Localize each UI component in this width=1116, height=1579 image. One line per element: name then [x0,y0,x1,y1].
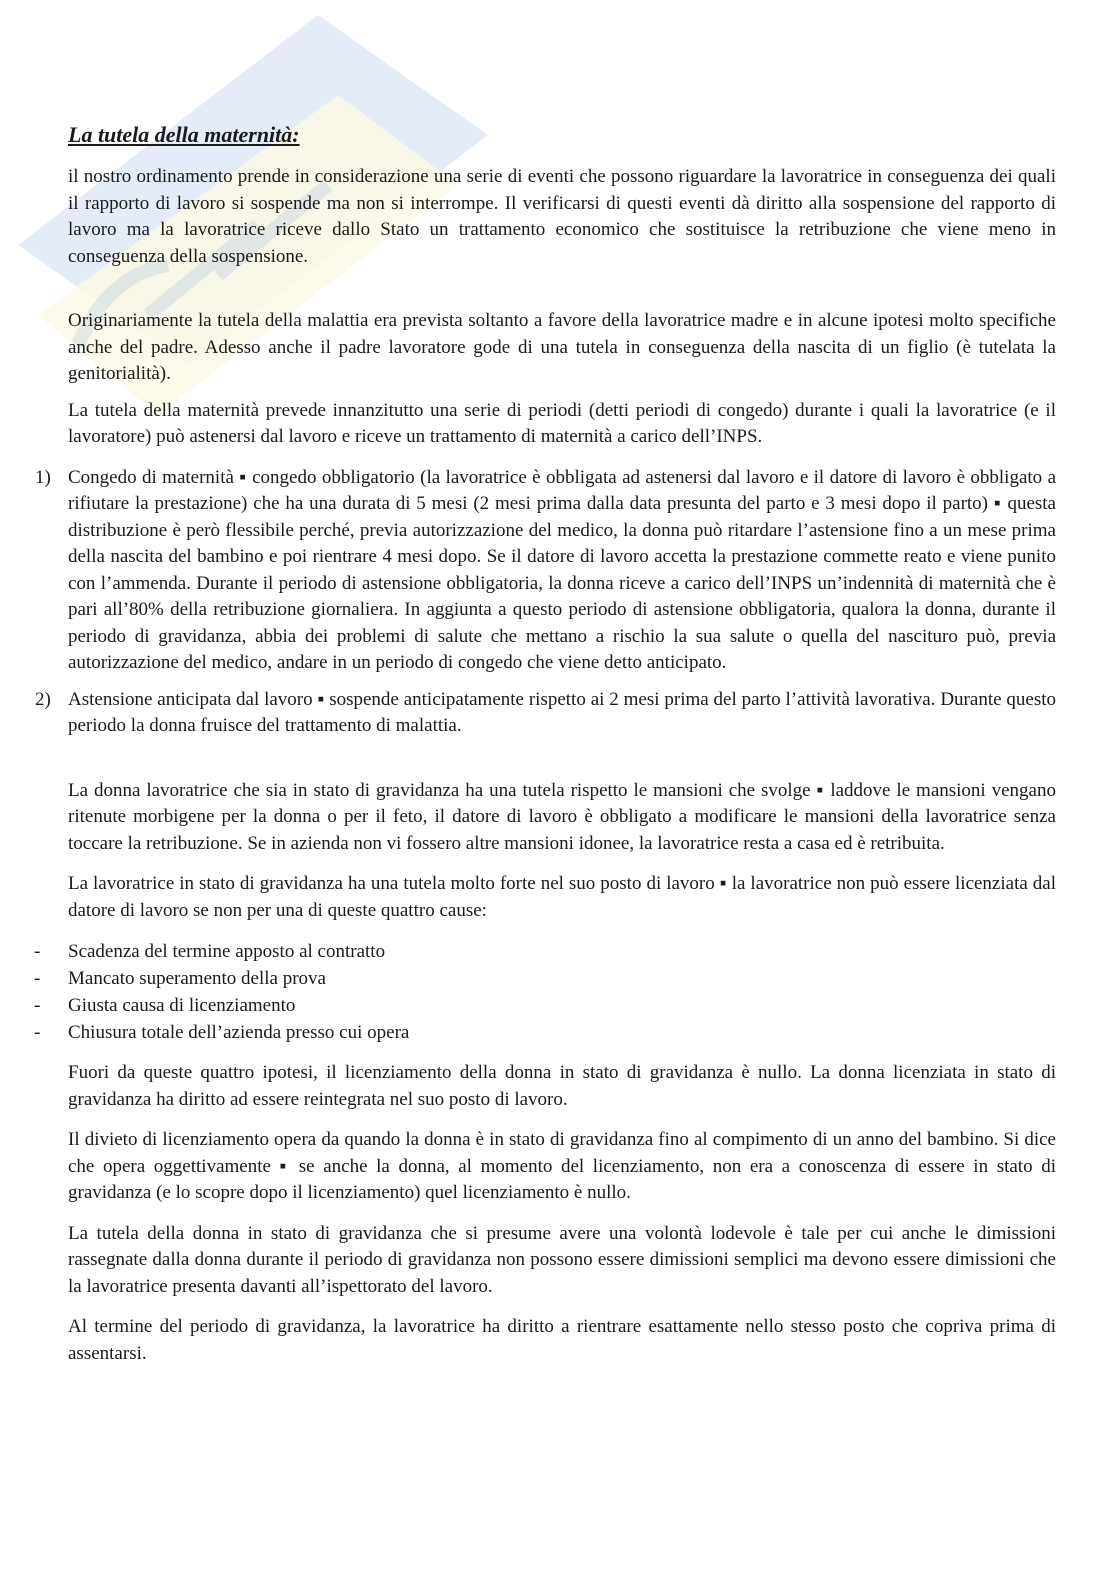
paragraph-origins: Originariamente la tutela della malattia era prevista soltanto a favore della lavoratrice madre e in alcune ipotesi molto specifiche anche del padre. Adesso anche il padre lavoratore gode di una tutela in conseguenza della nascita di un figlio (è tutelata la genitorialità). [68,310,1056,384]
list-dash: - [34,941,41,962]
paragraph-rientro: Al termine del periodo di gravidanza, la lavoratrice ha diritto a rientrare esattamente nello stesso posto che copriva prima di assentarsi. [68,1316,1056,1364]
item-number: 1) [35,466,51,488]
list-item: - Scadenza del termine apposto al contratto [68,938,1056,965]
paragraph-licenziamento: La lavoratrice in stato di gravidanza ha una tutela molto forte nel suo posto di lavoro ▪ la lavoratrice non può essere licenziata dal datore di lavoro se non per una di queste quattro cause: [68,873,1056,921]
item-text: Astensione anticipata dal lavoro ▪ sospende anticipatamente rispetto ai 2 mesi prima del parto l’attività lavorativa. Durante questo periodo la donna fruisce del trattamento di malattia. [68,688,1056,736]
list-item: - Chiusura totale dell’azienda presso cui opera [68,1019,1056,1046]
paragraph-nullita: Fuori da queste quattro ipotesi, il licenziamento della donna in stato di gravidanza è nullo. La donna licenziata in stato di gravidanza ha diritto ad essere reintegrata nel suo posto di lavoro. [68,1062,1056,1110]
page-title: La tutela della maternità: [68,122,300,147]
paragraph-intro: il nostro ordinamento prende in considerazione una serie di eventi che possono riguardare la lavoratrice in conseguenza dei quali il rapporto di lavoro si sospende ma non si interrompe. Il verificarsi di questi eventi dà diritto alla sospensione del rapporto di lavoro ma la lavoratrice riceve dallo Stato un trattamento economico che sostituisce la retribuzione che viene meno in conseguenza della sospensione. [68,166,1056,267]
list-dash: - [34,1022,41,1043]
document-content [34,122,1056,1367]
list-item: - Mancato superamento della prova [68,965,1056,992]
item-number: 2) [35,688,51,710]
causes-list [34,938,1056,1046]
paragraph-congedo-overview: La tutela della maternità prevede innanzitutto una serie di periodi (detti periodi di congedo) durante i quali la lavoratrice (e il lavoratore) può astenersi dal lavoro e riceve un trattamento di maternità a carico dell’INPS. [68,399,1056,447]
list-item: - Giusta causa di licenziamento [68,992,1056,1019]
numbered-item-congedo-maternita [35,465,1056,677]
paragraph-mansioni: La donna lavoratrice che sia in stato di gravidanza ha una tutela rispetto le mansioni che svolge ▪ laddove le mansioni vengano ritenute morbigene per la donna o per il feto, il datore di lavoro è obbligato a modificare le mansioni della lavoratrice senza toccare la retribuzione. Se in azienda non vi fossero altre mansioni idonee, la lavoratrice resta a casa ed è retribuita. [68,779,1056,854]
paragraph-dimissioni: La tutela della donna in stato di gravidanza che si presume avere una volontà lodevole è tale per cui anche le dimissioni rassegnate dalla donna durante il periodo di gravidanza non possono essere dimissioni semplici ma devono essere dimissioni che la lavoratrice presenta davanti all’ispettorato del lavoro. [68,1222,1056,1297]
paragraph-divieto: Il divieto di licenziamento opera da quando la donna è in stato di gravidanza fino al compimento di un anno del bambino. Si dice che opera oggettivamente ▪ se anche la donna, al momento del licenziamento, non era a conoscenza di essere in stato di gravidanza (e lo scopre dopo il licenziamento) quel licenziamento è nullo. [68,1129,1056,1203]
list-dash: - [34,968,41,989]
numbered-item-astensione-anticipata [35,687,1056,740]
list-dash: - [34,995,41,1016]
item-text: Congedo di maternità ▪ congedo obbligatorio (la lavoratrice è obbligata ad astenersi dal lavoro e il datore di lavoro è obbligato a rifiutare la prestazione) che ha una durata di 5 mesi (2 mesi prima dalla data presunta del parto e 3 mesi dopo il parto) ▪ questa distribuzione è però flessibile perché, previa autorizzazione del medico, la donna può ritardare l’astensione fino a un mese prima della nascita del bambino e poi rientrare 4 mesi dopo. Se il datore di lavoro accetta la prestazione commette reato e viene punito con l’ammenda. Durante il periodo di astensione obbligatoria, la donna riceve a carico dell’INPS un’indennità di maternità che è pari all’80% della retribuzione giornaliera. In aggiunta a questo periodo di astensione obbligatoria, qualora la donna, durante il periodo di gravidanza, abbia dei problemi di salute che mettano a rischio la sua salute o quella del nascituro può, previa autorizzazione del medico, andare in un periodo di congedo che viene detto anticipato. [68,466,1056,673]
